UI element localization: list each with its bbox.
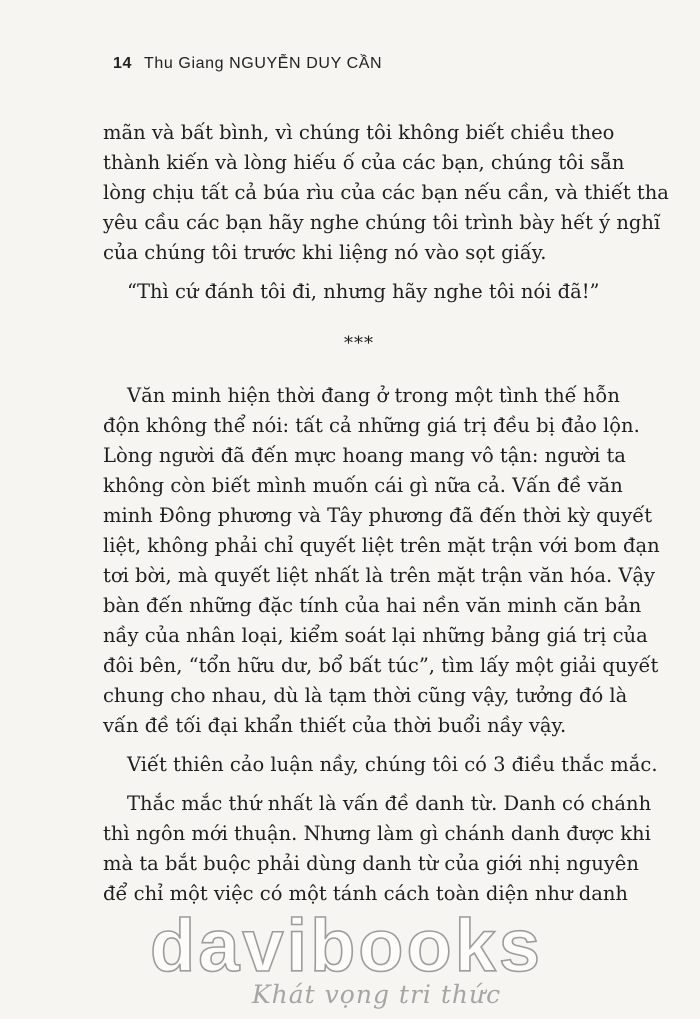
text-line: Thắc mắc thứ nhất là vấn đề danh từ. Danh có chánh	[127, 792, 652, 815]
text-line: đôi bên, “tổn hữu dư, bổ bất túc”, tìm lấy một giải quyết	[103, 654, 659, 677]
watermark-slogan: Khát vọng tri thức	[252, 980, 502, 1009]
text-line: thành kiến và lòng hiếu ố của các bạn, chúng tôi sẵn	[103, 151, 625, 174]
text-line: Lòng người đã đến mực hoang mang vô tận: người ta	[103, 444, 626, 467]
text-line: lòng chịu tất cả búa rìu của các bạn nếu cần, và thiết tha	[103, 181, 669, 204]
paragraph-1	[103, 118, 669, 268]
paragraph-4	[103, 750, 658, 780]
text-line: liệt, không phải chỉ quyết liệt trên mặt trận với bom đạn	[103, 534, 660, 557]
text-line: Viết thiên cảo luận nầy, chúng tôi có 3 điều thắc mắc.	[127, 753, 658, 776]
text-line: của chúng tôi trước khi liệng nó vào sọt giấy.	[103, 241, 547, 264]
section-separator: ***	[344, 333, 374, 354]
paragraph-5	[103, 789, 652, 909]
text-line: bàn đến những đặc tính của hai nền văn minh căn bản	[103, 594, 642, 617]
page-number: 14	[113, 55, 132, 72]
body-text	[103, 118, 669, 909]
text-line: minh Đông phương và Tây phương đã đến thời kỳ quyết	[103, 504, 653, 527]
text-line: nầy của nhân loại, kiểm soát lại những bảng giá trị của	[103, 624, 648, 647]
header-author: Thu Giang NGUYỄN DUY CẦN	[144, 55, 383, 72]
text-line: mãn và bất bình, vì chúng tôi không biết chiều theo	[103, 121, 615, 144]
text-line: “Thì cứ đánh tôi đi, nhưng hãy nghe tôi nói đã!”	[127, 280, 600, 303]
text-line: chung cho nhau, dù là tạm thời cũng vậy, tưởng đó là	[103, 684, 628, 707]
text-line: vấn đề tối đại khẩn thiết của thời buổi nầy vậy.	[103, 714, 567, 737]
text-line: mà ta bắt buộc phải dùng danh từ của giới nhị nguyên	[103, 852, 639, 875]
paragraph-2-quote	[103, 277, 623, 307]
text-line: thì ngôn mới thuận. Nhưng làm gì chánh danh được khi	[103, 822, 651, 845]
text-line: độn không thể nói: tất cả những giá trị đều bị đảo lộn.	[103, 414, 640, 437]
running-header	[113, 55, 382, 73]
text-line: để chỉ một việc có một tánh cách toàn diện như danh	[103, 882, 628, 905]
watermark	[0, 903, 700, 1019]
watermark-brand: davibooks	[150, 904, 543, 987]
text-line: Văn minh hiện thời đang ở trong một tình thế hỗn	[127, 384, 620, 407]
text-line: không còn biết mình muốn cái gì nữa cả. Vấn đề văn	[103, 474, 623, 497]
text-line: tơi bời, mà quyết liệt nhất là trên mặt trận văn hóa. Vậy	[103, 564, 656, 587]
paragraph-3	[103, 381, 660, 741]
text-line: yêu cầu các bạn hãy nghe chúng tôi trình bày hết ý nghĩ	[103, 211, 661, 234]
